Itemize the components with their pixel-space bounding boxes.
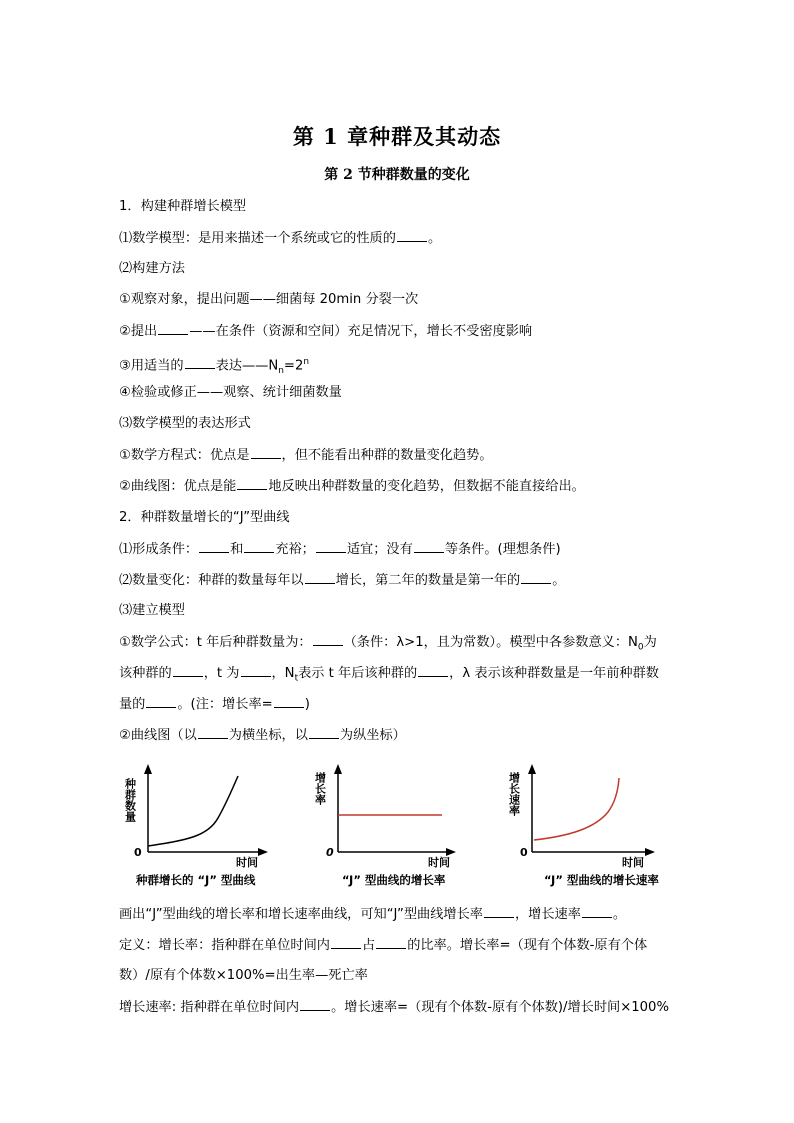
page-title: 第 1 章种群及其动态	[292, 124, 502, 149]
text-line: ⑶数学模型的表达形式	[119, 416, 251, 431]
text-line: ⑵构建方法	[119, 261, 185, 276]
text-line: ①观察对象，提出问题——细菌每 20min 分裂一次	[119, 292, 419, 307]
figure-caption: “J” 型曲线的增长速率	[544, 873, 659, 887]
text-line: ⑵数量变化：种群的数量每年以 增长，第二年的数量是第一年的 。	[119, 573, 566, 588]
text-line: ⑴数学模型：是用来描述一个系统或它的性质的 。	[119, 231, 442, 246]
fill-blank[interactable]	[198, 726, 228, 739]
j-curve-growth-rate-figure	[313, 760, 466, 870]
x-axis-label: 时间	[622, 856, 644, 869]
growth-speed-curve	[534, 778, 619, 840]
fill-blank[interactable]	[418, 664, 448, 677]
population-curve	[148, 776, 238, 846]
origin-label: 0	[134, 846, 142, 859]
fill-blank[interactable]	[146, 695, 176, 708]
fill-blank[interactable]	[414, 540, 444, 553]
text-line: 画出“J”型曲线的增长率和增长速率曲线，可知“J”型曲线增长率 ，增长速率 。	[119, 907, 627, 922]
origin-label: 0	[326, 846, 334, 859]
fill-blank[interactable]	[397, 229, 427, 242]
text-line: ⑴形成条件： 和 充裕； 适宜；没有 等条件。(理想条件)	[119, 542, 561, 557]
y-axis-arrow	[334, 764, 342, 774]
text-line: 2．种群数量增长的“J”型曲线	[119, 510, 290, 525]
origin-label: 0	[520, 846, 528, 859]
x-axis-label: 时间	[428, 856, 450, 869]
y-axis-label: 增长率	[313, 772, 327, 805]
x-axis-label: 时间	[236, 856, 258, 869]
fill-blank[interactable]	[582, 905, 612, 918]
text-line: 该种群的 ，t 为 ，$N_t$表示 t 年后该种群的 ，λ 表示该种群数量是一年前种群数	[119, 666, 659, 684]
text-line: 定义：增长率：指种群在单位时间内 占 的比率。增长率=（现有个体数-原有个体	[119, 938, 648, 953]
x-axis-arrow	[645, 848, 655, 856]
j-curve-growth-speed-figure	[507, 760, 670, 870]
fill-blank[interactable]	[244, 540, 274, 553]
figure-caption: 种群增长的 “J” 型曲线	[136, 873, 256, 887]
fill-blank[interactable]	[241, 664, 271, 677]
x-axis-arrow	[446, 848, 456, 856]
text-line: ③用适当的 表达$——N_n=2^n$	[119, 357, 310, 377]
section-subtitle: 第 2 节种群数量的变化	[324, 167, 470, 183]
text-line: ⑶建立模型	[119, 603, 185, 618]
fill-blank[interactable]	[309, 726, 339, 739]
fill-blank[interactable]	[158, 322, 188, 335]
y-axis-arrow	[144, 764, 152, 774]
fill-blank[interactable]	[331, 936, 361, 949]
text-line: ②曲线图：优点是能 地反映出种群数量的变化趋势，但数据不能直接给出。	[119, 479, 585, 494]
text-line: 量的 。(注：增长率= )	[119, 697, 310, 712]
fill-blank[interactable]	[313, 633, 343, 646]
j-curve-population-figure	[123, 760, 278, 870]
text-line: ①数学方程式：优点是 ，但不能看出种群的数量变化趋势。	[119, 448, 493, 463]
text-line: ④检验或修正——观察、统计细菌数量	[119, 385, 342, 400]
figure-caption: “J” 型曲线的增长率	[342, 873, 446, 887]
fill-blank[interactable]	[173, 664, 203, 677]
y-axis-label: 增长速率	[507, 772, 521, 816]
text-line: 1．构建种群增长模型	[119, 199, 247, 214]
text-line: 数）/原有个体数×100%=出生率—死亡率	[119, 968, 368, 983]
text-line: 增长速率: 指种群在单位时间内 。增长速率=（现有个体数-原有个体数)/增长时间×100%	[119, 1000, 669, 1015]
y-axis-arrow	[528, 764, 536, 774]
fill-blank[interactable]	[274, 695, 304, 708]
x-axis-arrow	[258, 848, 268, 856]
fill-blank[interactable]	[199, 540, 229, 553]
text-line: ①数学公式：t 年后种群数量为： （条件：λ>1，且为常数）。模型中各参数意义：$N_0$为	[119, 635, 657, 653]
fill-blank[interactable]	[316, 540, 346, 553]
text-line: ②提出 ——在条件（资源和空间）充足情况下，增长不受密度影响	[119, 324, 533, 339]
fill-blank[interactable]	[484, 905, 514, 918]
y-axis-label: 种群数量	[123, 778, 137, 822]
fill-blank[interactable]	[305, 571, 335, 584]
fill-blank[interactable]	[521, 571, 551, 584]
fill-blank[interactable]	[251, 446, 281, 459]
fill-blank[interactable]	[300, 998, 330, 1011]
fill-blank[interactable]	[185, 356, 215, 369]
text-line: ②曲线图（以 为横坐标，以 为纵坐标）	[119, 728, 406, 743]
fill-blank[interactable]	[237, 477, 267, 490]
fill-blank[interactable]	[376, 936, 406, 949]
